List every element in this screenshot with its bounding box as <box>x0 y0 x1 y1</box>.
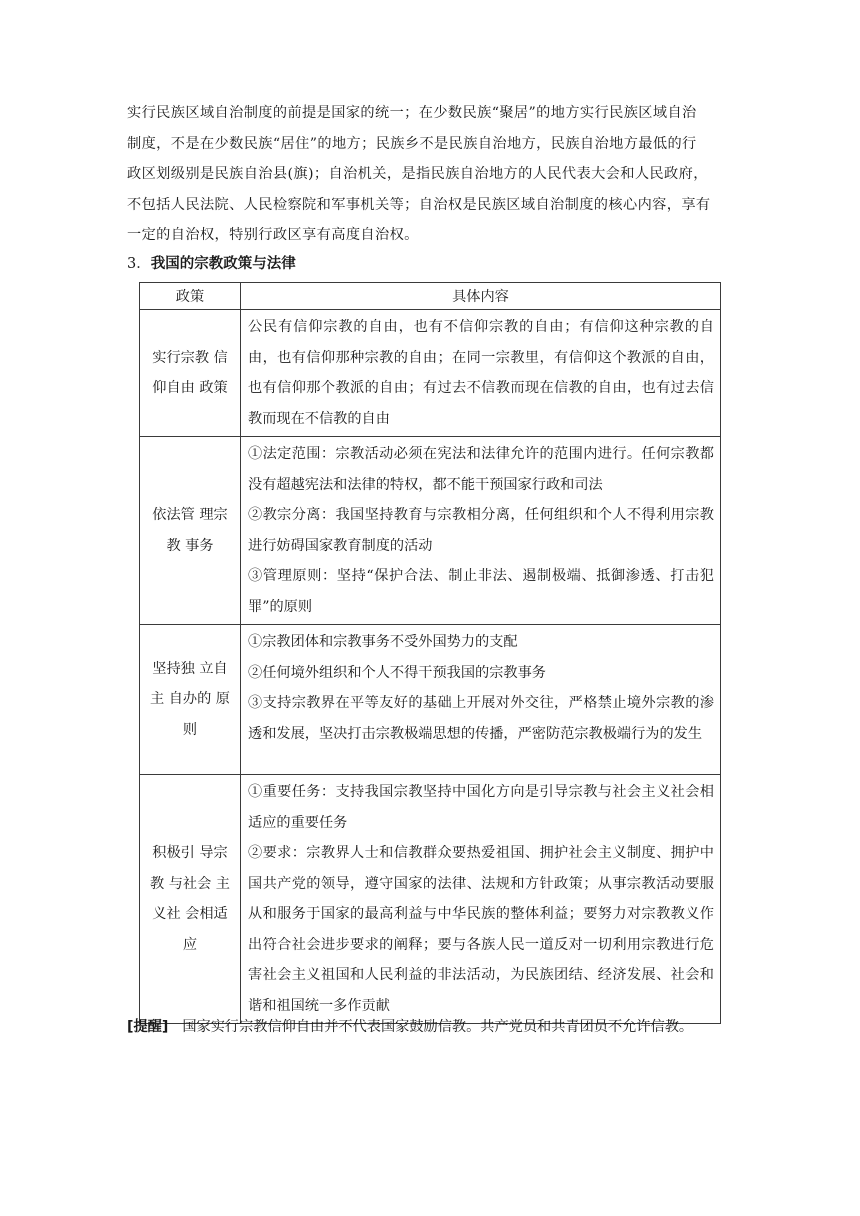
intro-line: 一定的自治权，特别行政区享有高度自治权。 <box>127 227 419 244</box>
policy-content: 公民有信仰宗教的自由，也有不信仰宗教的自由；有信仰这种宗教的自由，也有信仰那种宗教的自由；在同一宗教里，有信仰这个教派的自由，也有信仰那个教派的自由；有过去不信教而现在信教的自由，也有过去信教而现在不信教的自由 <box>241 310 721 437</box>
intro-line: 不包括人民法院、人民检察院和军事机关等；自治权是民族区域自治制度的核心内容，享有 <box>127 196 711 213</box>
reminder-note <box>127 1016 693 1036</box>
header-policy: 政策 <box>140 283 241 310</box>
table-header-row <box>140 283 721 310</box>
section-title: 我国的宗教政策与法律 <box>150 256 296 272</box>
reminder-text: 国家实行宗教信仰自由并不代表国家鼓励信教。共产党员和共青团员不允许信教。 <box>182 1019 694 1035</box>
policy-name: 依法管 理宗教 事务 <box>140 437 241 625</box>
table-row <box>140 310 721 437</box>
intro-line: 实行民族区域自治制度的前提是国家的统一；在少数民族“聚居”的地方实行民族区域自治 <box>127 105 697 121</box>
intro-paragraph <box>127 98 739 251</box>
religion-policy-table <box>139 282 721 1024</box>
policy-name: 积极引 导宗教 与社会 主义社 会相适 应 <box>140 775 241 1024</box>
policy-name: 实行宗教 信仰自由 政策 <box>140 310 241 437</box>
policy-content: ①法定范围：宗教活动必须在宪法和法律允许的范围内进行。任何宗教都没有超越宪法和法律的特权，都不能干预国家行政和司法 ②教宗分离：我国坚持教育与宗教相分离，任何组织和个人不得利用宗教进行妨碍国家教育制度的活动 ③管理原则：坚持“保护合法、制止非法、遏制极端、抵御渗透、打击犯罪”的原则 <box>241 437 721 625</box>
policy-content: ①宗教团体和宗教事务不受外国势力的支配 ②任何境外组织和个人不得干预我国的宗教事务 ③支持宗教界在平等友好的基础上开展对外交往，严格禁止境外宗教的渗透和发展，坚决打击宗教极端思想的传播，严密防范宗教极端行为的发生 <box>241 625 721 775</box>
table-row <box>140 625 721 775</box>
section-number: 3． <box>127 256 151 272</box>
policy-name: 坚持独 立自主 自办的 原则 <box>140 625 241 775</box>
intro-line: 制度，不是在少数民族“居住”的地方；民族乡不是民族自治地方，民族自治地方最低的行 <box>127 135 697 152</box>
table-row <box>140 775 721 1024</box>
intro-line: 政区划级别是民族自治县(旗)；自治机关，是指民族自治地方的人民代表大会和人民政府， <box>127 166 708 183</box>
section-heading <box>127 252 296 273</box>
reminder-label: [提醒] <box>127 1019 169 1035</box>
policy-content: ①重要任务：支持我国宗教坚持中国化方向是引导宗教与社会主义社会相适应的重要任务 ②要求：宗教界人士和信教群众要热爱祖国、拥护社会主义制度、拥护中国共产党的领导，遵守国家的法律、法规和方针政策；从事宗教活动要服从和服务于国家的最高利益与中华民族的整体利益；要努力对宗教教义作出符合社会进步要求的阐释；要与各族人民一道反对一切利用宗教进行危害社会主义祖国和人民利益的非法活动，为民族团结、经济发展、社会和谐和祖国统一多作贡献 <box>241 775 721 1024</box>
header-content: 具体内容 <box>241 283 721 310</box>
table-row <box>140 437 721 625</box>
